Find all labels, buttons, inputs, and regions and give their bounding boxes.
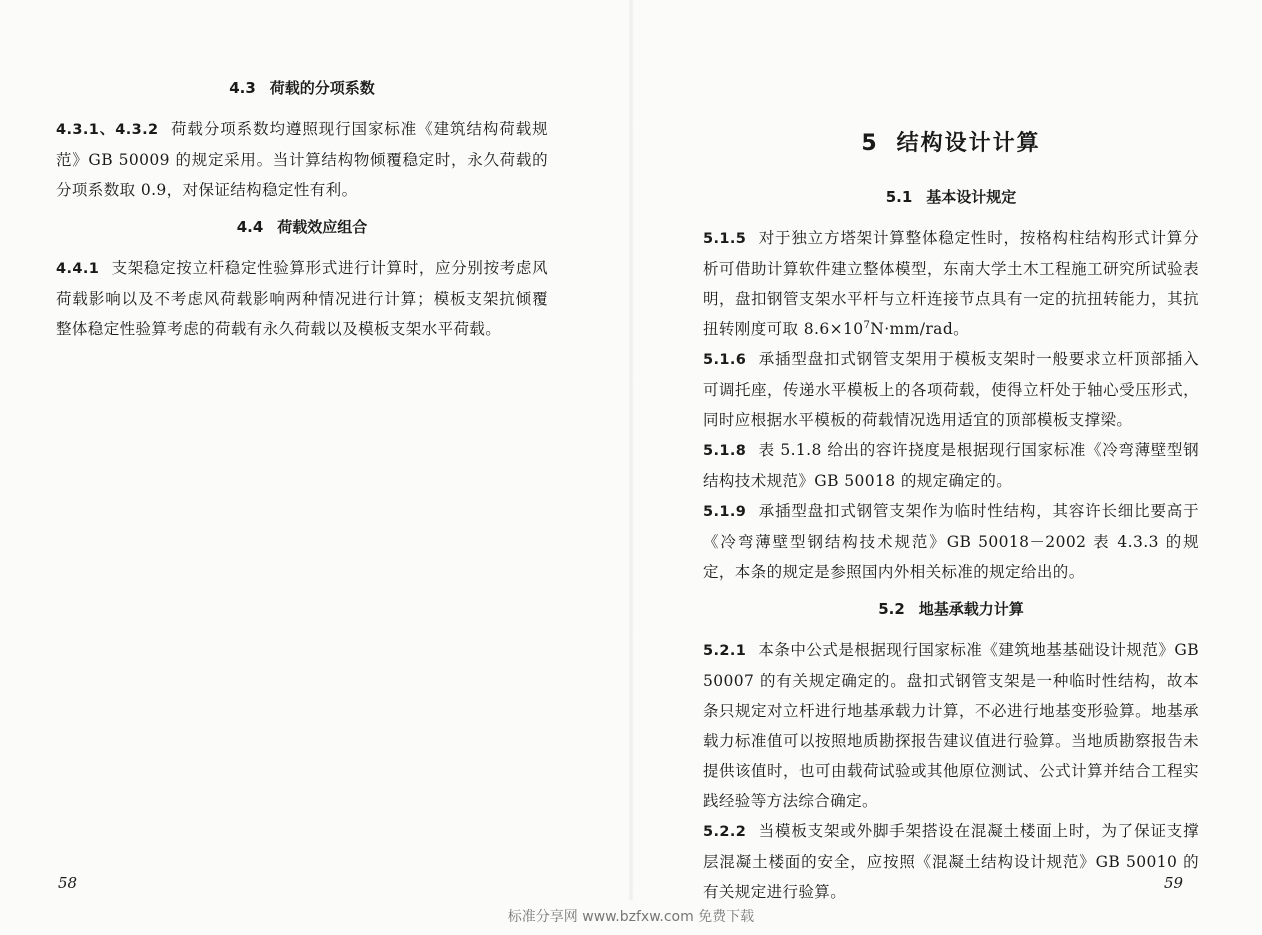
clause-5-1-6: 5.1.6 承插型盘扣式钢管支架用于模板支架时一般要求立杆顶部插入可调托座，传递水平模板上的各项荷载，使得立杆处于轴心受压形式，同时应根据水平模板的荷载情况选用适宜的顶部模板支撑梁。 [703, 350, 1199, 429]
right-page-content [703, 126, 1199, 907]
clause-5-1-5: 5.1.5 对于独立方塔架计算整体稳定性时，按格构柱结构形式计算分析可借助计算软件建立整体模型，东南大学土木工程施工研究所试验表明，盘扣钢管支架水平杆与立杆连接节点具有一定的抗扭转能力，其抗扭转刚度可取 $8.6\times 10^7N\cdot mm$/rad。 [703, 229, 1199, 338]
right-page [631, 0, 1262, 900]
clause-4-4-1: 4.4.1 支架稳定按立杆稳定性验算形式进行计算时，应分别按考虑风荷载影响以及不考虑风荷载影响两种情况进行计算；模板支架抗倾覆整体稳定性验算考虑的荷载有永久荷载以及模板支架水平荷载。 [56, 259, 548, 338]
footer-watermark: 标准分享网 www.bzfxw.com 免费下载 [507, 909, 755, 925]
section-heading-4-4: 4.4 荷载效应组合 [236, 218, 368, 236]
clause-5-1-9: 5.1.9 承插型盘扣式钢管支架作为临时性结构，其容许长细比要高于《冷弯薄壁型钢结构技术规范》GB 50018－2002 表 4.3.3 的规定，本条的规定是参照国内外相关标准的规定给出的。 [703, 502, 1199, 581]
clause-5-2-1: 5.2.1 本条中公式是根据现行国家标准《建筑地基基础设计规范》GB 50007 的有关规定确定的。盘扣式钢管支架是一种临时性结构，故本条只规定对立杆进行地基承载力计算，不必进行地基变形验算。地基承载力标准值可以按照地质勘探报告建议值进行验算。当地质勘察报告未提供该值时，也可由载荷试验或其他原位测试、公式计算并结合工程实践经验等方法综合确定。 [703, 641, 1199, 810]
section-heading-4-3: 4.3 荷载的分项系数 [229, 79, 375, 97]
section-heading-5-2: 5.2 地基承载力计算 [878, 600, 1024, 618]
clause-5-1-8: 5.1.8 表 5.1.8 给出的容许挠度是根据现行国家标准《冷弯薄壁型钢结构技术规范》GB 50018 的规定确定的。 [703, 441, 1199, 490]
section-heading-5-1: 5.1 基本设计规定 [885, 188, 1017, 206]
left-page [0, 0, 631, 900]
clause-4-3-1: 4.3.1、4.3.2 荷载分项系数均遵照现行国家标准《建筑结构荷载规范》GB 50009 的规定采用。当计算结构物倾覆稳定时，永久荷载的分项系数取 0.9，对保证结构稳定性有利。 [56, 120, 549, 199]
page-number-left: 58 [58, 874, 78, 892]
clause-5-2-2: 5.2.2 当模板支架或外脚手架搭设在混凝土楼面上时，为了保证支撑层混凝土楼面的安全，应按照《混凝土结构设计规范》GB 50010 的有关规定进行验算。 [703, 822, 1199, 901]
left-page-content [56, 72, 548, 344]
page-number-right: 59 [1164, 874, 1184, 892]
chapter-title: 5 结构设计计算 [861, 131, 1041, 156]
